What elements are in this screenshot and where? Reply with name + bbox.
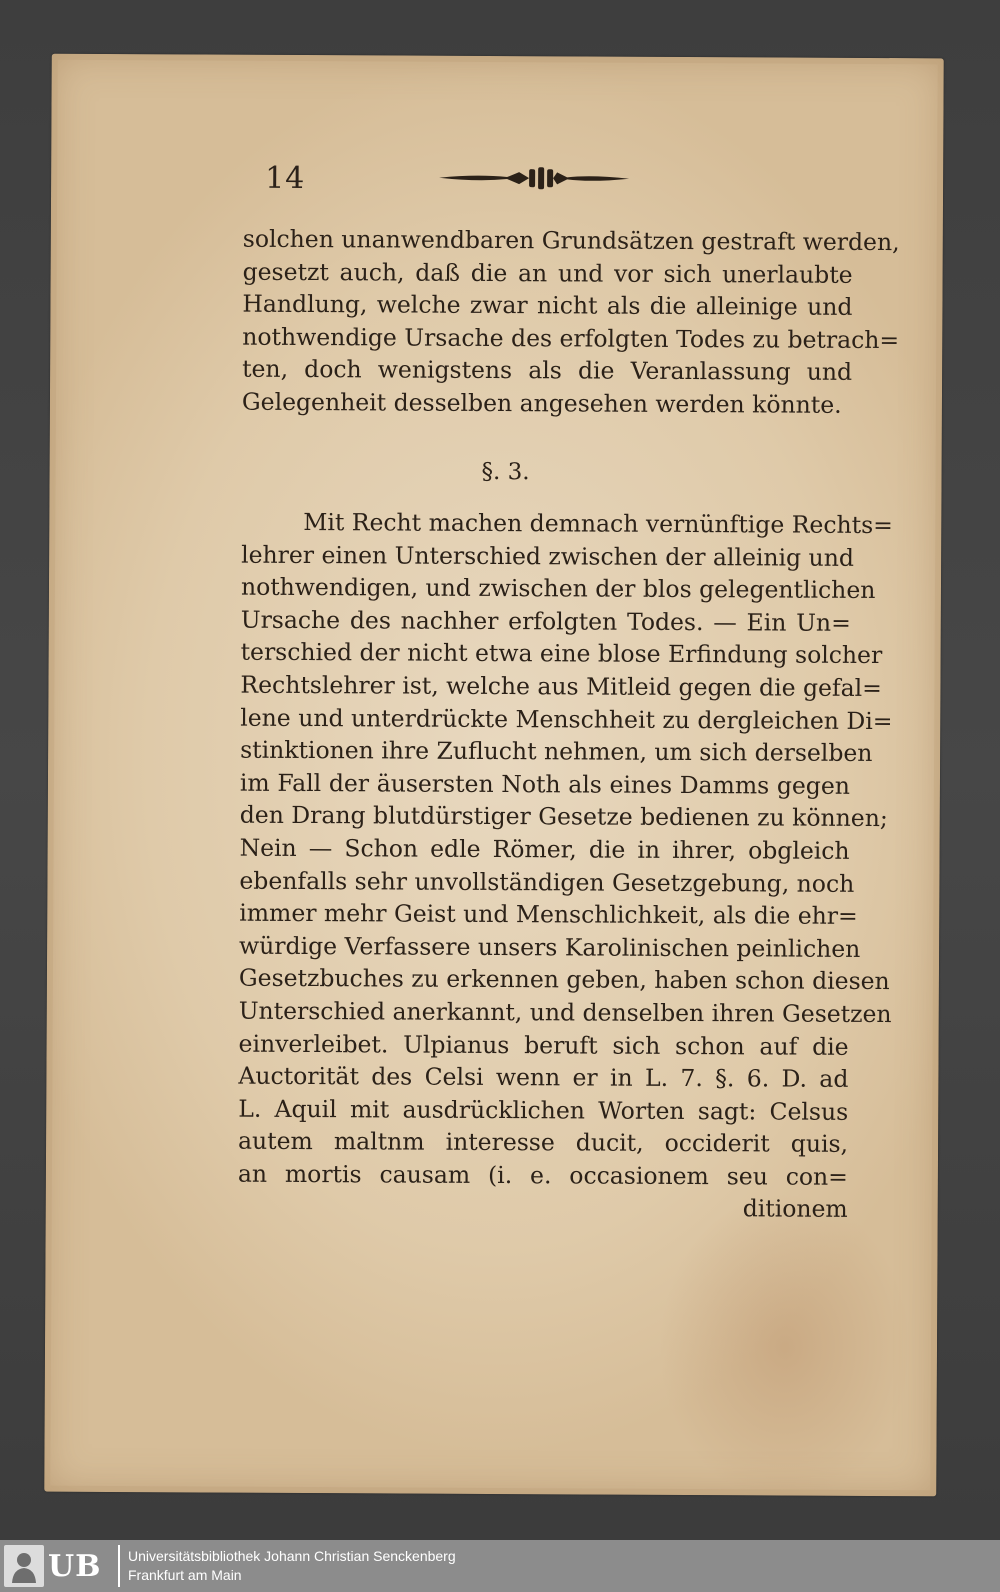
paragraph-2 <box>237 506 893 1226</box>
footer-attribution <box>128 1547 456 1585</box>
text-line: Mit Recht machen demnach vernünftige Rechts= <box>303 507 893 540</box>
library-logo[interactable] <box>4 1545 112 1587</box>
book-page <box>44 54 944 1497</box>
text-line: immer mehr Geist und Menschlichkeit, als die ehr= <box>239 898 858 931</box>
ornament-rule-icon <box>437 160 631 197</box>
section-heading: §. 3. <box>481 458 530 486</box>
text-line: Unterschied anerkannt, und denselben ihren Gesetzen <box>238 996 892 1028</box>
text-line: Rechtslehrer ist, welche aus Mitleid gegen die gefal= <box>240 670 882 702</box>
text-line: den Drang blutdürstiger Gesetze bedienen zu können; <box>239 801 888 833</box>
text-line: solchen unanwendbaren Grundsätzen gestraft werden, <box>242 224 900 257</box>
footer-line-1: Universitätsbibliothek Johann Christian Senckenberg <box>128 1548 456 1564</box>
text-line: ten, doch wenigstens als die Veranlassung und <box>242 355 853 387</box>
footer-line-2: Frankfurt am Main <box>128 1567 242 1583</box>
text-line: nothwendige Ursache des erfolgten Todes zu betrach= <box>242 322 900 354</box>
text-line: ebenfalls sehr unvollständigen Gesetzgebung, noch <box>239 866 855 898</box>
catchword: ditionem <box>742 1194 848 1224</box>
text-line: Gelegenheit desselben angesehen werden könnte. <box>241 387 842 419</box>
library-footer <box>0 1540 1000 1592</box>
page-number: 14 <box>265 160 306 197</box>
text-line: autem maltnm interesse ducit, occiderit quis, <box>238 1126 849 1159</box>
logo-text: UB <box>48 1548 102 1584</box>
text-line: Auctorität des Celsi wenn er in L. 7. §. 6. D. ad <box>238 1061 849 1093</box>
text-line: Gesetzbuches zu erkennen geben, haben schon diesen <box>238 963 890 996</box>
text-line: nothwendigen, und zwischen der blos gelegentlichen <box>240 572 876 605</box>
text-line: würdige Verfassere unsers Karolinischen peinlichen <box>239 931 861 963</box>
paragraph-1 <box>241 223 900 422</box>
portrait-emblem-icon <box>4 1545 44 1587</box>
text-line: an mortis causam (i. e. occasionem seu con= <box>237 1159 848 1191</box>
footer-divider <box>118 1545 120 1587</box>
text-line: lene und unterdrückte Menschheit zu dergleichen Di= <box>240 703 893 735</box>
text-line: stinktionen ihre Zuflucht nehmen, um sich derselben <box>240 735 873 768</box>
text-line: terschied der nicht etwa eine blose Erfindung solcher <box>240 638 883 670</box>
text-line: Nein — Schon edle Römer, die in ihrer, obgleich <box>239 833 850 865</box>
text-line: im Fall der äusersten Noth als eines Damms gegen <box>239 768 851 800</box>
text-line: gesetzt auch, daß die an und vor sich unerlaubte <box>242 257 853 289</box>
text-line: Ursache des nachher erfolgten Todes. — Ein Un= <box>240 605 851 637</box>
text-line: Handlung, welche zwar nicht als die alleinige und <box>242 289 853 322</box>
text-line: einverleibet. Ulpianus beruft sich schon auf die <box>238 1029 849 1061</box>
text-line: L. Aquil mit ausdrücklichen Worten sagt: Celsus <box>238 1094 849 1126</box>
text-line: lehrer einen Unterschied zwischen der alleinig und <box>241 540 854 572</box>
